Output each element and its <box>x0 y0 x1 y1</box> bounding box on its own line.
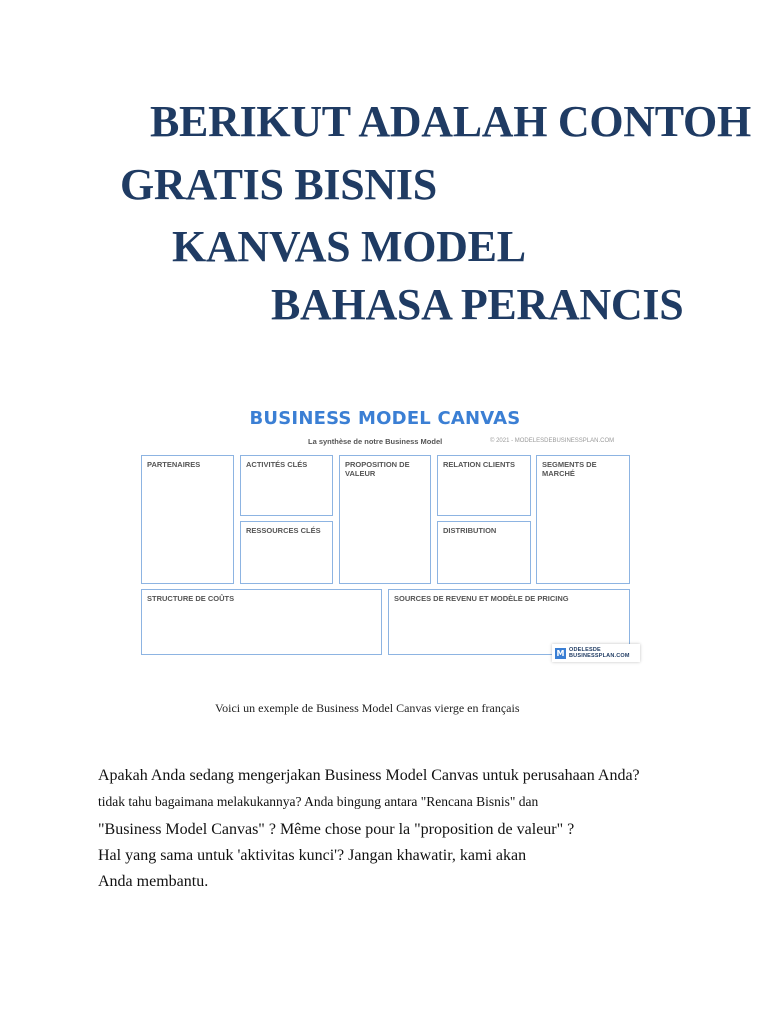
box-partners: PARTENAIRES <box>141 455 234 584</box>
logo-text-line-2: BUSINESSPLAN.COM <box>569 653 630 659</box>
paragraph-line-1: Apakah Anda sedang mengerjakan Business Model Canvas untuk perusahaan Anda? <box>98 767 640 784</box>
box-value-proposition: PROPOSITION DE VALEUR <box>339 455 431 584</box>
box-revenue: SOURCES DE REVENU ET MODÈLE DE PRICING <box>388 589 630 655</box>
figure-caption: Voici un exemple de Business Model Canvas vierge en français <box>215 701 520 715</box>
modelesdebusinessplan-logo <box>552 644 640 662</box>
box-cost-structure: STRUCTURE DE COÛTS <box>141 589 382 655</box>
box-customer-relationships: RELATION CLIENTS <box>437 455 531 516</box>
canvas-heading: BUSINESS MODEL CANVAS <box>249 408 521 429</box>
paragraph-line-4: Hal yang sama untuk 'aktivitas kunci'? Jangan khawatir, kami akan <box>98 847 527 864</box>
paragraph-line-2: tidak tahu bagaimana melakukannya? Anda bingung antara "Rencana Bisnis" dan <box>98 794 539 809</box>
paragraph-line-3: "Business Model Canvas" ? Même chose pour la "proposition de valeur" ? <box>98 821 575 838</box>
title-line-4: BAHASA PERANCIS <box>271 280 684 329</box>
business-model-canvas-figure <box>120 393 650 678</box>
paragraph-line-5: Anda membantu. <box>98 873 209 890</box>
box-key-activities: ACTIVITÉS CLÉS <box>240 455 333 516</box>
logo-text-line-1: ODELESDE <box>569 647 601 653</box>
box-distribution: DISTRIBUTION <box>437 521 531 584</box>
logo-text <box>569 647 630 659</box>
title-line-1: BERIKUT ADALAH CONTOH <box>150 97 751 146</box>
title-line-2: GRATIS BISNIS <box>120 160 437 209</box>
canvas-subtitle: La synthèse de notre Business Model <box>308 437 443 446</box>
box-segments: SEGMENTS DE MARCHÉ <box>536 455 630 584</box>
canvas-copyright: © 2021 - MODELESDEBUSINESSPLAN.COM <box>490 438 615 444</box>
box-key-resources: RESSOURCES CLÉS <box>240 521 333 584</box>
title-line-3: KANVAS MODEL <box>172 222 526 271</box>
logo-mark-icon: M <box>556 648 565 658</box>
